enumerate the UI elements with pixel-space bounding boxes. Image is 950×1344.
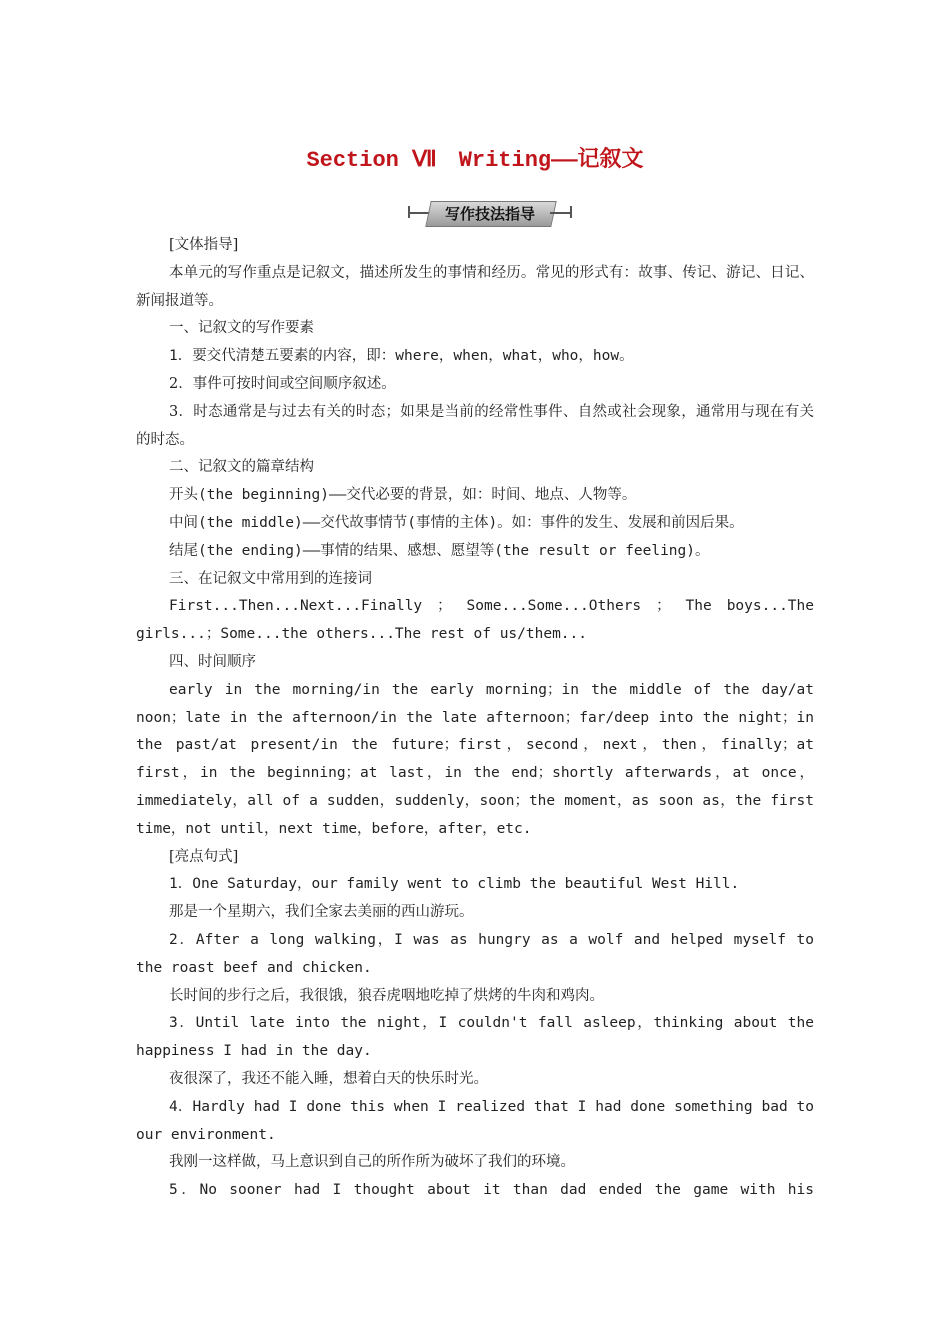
heading-time-order: 四、时间顺序 (169, 653, 256, 670)
paragraph: 3．Until late into the night，I couldn't fall asleep，thinking about the happiness I had in the day. (136, 1015, 814, 1060)
heading-elements: 一、记叙文的写作要素 (169, 320, 314, 337)
paragraph: [文体指导] (169, 237, 239, 253)
paragraph: 本单元的写作重点是记叙文，描述所发生的事情和经历。常见的形式有：故事、传记、游记、日记、新闻报道等。 (136, 264, 814, 309)
paragraph: 5．No sooner had I thought about it than dad ended the game with his (169, 1182, 814, 1199)
paragraph: 中间(the middle)——交代故事情节(事情的主体)。如：事件的发生、发展和前因后果。 (169, 514, 744, 531)
paragraph: 2．After a long walking，I was as hungry as a wolf and helped myself to the roast beef and chicken. (136, 931, 814, 976)
paragraph: 1．One Saturday，our family went to climb the beautiful West Hill. (169, 876, 740, 893)
heading-structure: 二、记叙文的篇章结构 (169, 459, 314, 476)
paragraph: 那是一个星期六，我们全家去美丽的西山游玩。 (169, 904, 474, 921)
paragraph: early in the morning/in the early morning；in the middle of the day/at noon；late in the afternoon/in the late afternoon；far/deep into the night；in the past/at present/in the future；first，second，next，then，finally；at first，in the beginning；at last，in the end；shortly afterwards，at once，immediately，all of a sudden，suddenly，soon；the moment，as soon as，the first time，not until，next time，before，after，etc. (136, 681, 814, 837)
paragraph: 结尾(the ending)——事情的结果、感想、愿望等(the result or feeling)。 (169, 542, 710, 559)
paragraph: 夜很深了，我还不能入睡，想着白天的快乐时光。 (169, 1070, 488, 1087)
paragraph: 2．事件可按时间或空间顺序叙述。 (169, 375, 396, 392)
banner-label: 写作技法指导 (444, 205, 535, 223)
paragraph: [亮点句式] (169, 848, 239, 865)
paragraph: 3．时态通常是与过去有关的时态；如果是当前的经常性事件、自然或社会现象，通常用与现在有关的时态。 (136, 403, 814, 448)
section-banner (408, 200, 572, 226)
paragraph: 我刚一这样做，马上意识到自己的所作所为破坏了我们的环境。 (169, 1154, 575, 1171)
heading-connectives: 三、在记叙文中常用到的连接词 (169, 570, 372, 587)
section-title: Section Ⅶ Writing——记叙文 (306, 148, 644, 173)
paragraph: 开头(the beginning)——交代必要的背景，如：时间、地点、人物等。 (169, 487, 637, 504)
paragraph: 长时间的步行之后，我很饿，狼吞虎咽地吃掉了烘烤的牛肉和鸡肉。 (169, 987, 604, 1004)
paragraph: 4．Hardly had I done this when I realized that I had done something bad to our environment. (136, 1098, 814, 1143)
document-body (136, 232, 814, 1205)
paragraph: First...Then...Next...Finally ； Some...Some...Others ； The boys...The girls...；Some...the others...The rest of us/them... (136, 598, 814, 643)
paragraph: 1．要交代清楚五要素的内容，即：where，when，what，who，how。 (169, 348, 634, 365)
